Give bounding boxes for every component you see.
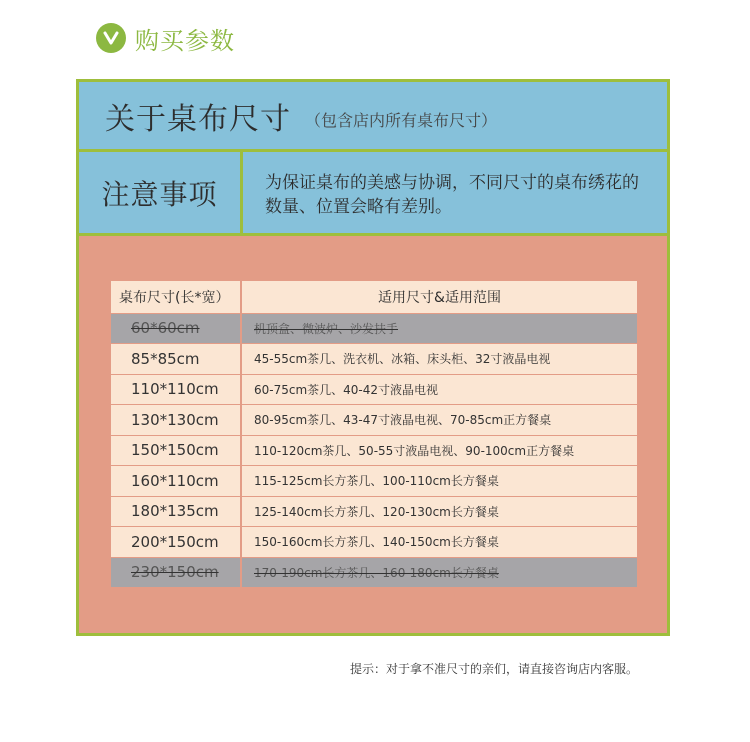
size-cell: 180*135cm [111, 496, 241, 527]
section-title: 购买参数 [135, 26, 235, 55]
tip-text: 提示：对于拿不准尺寸的亲们，请直接咨询店内客服。 [350, 662, 639, 676]
table-row [111, 344, 637, 375]
table-row [111, 557, 637, 588]
size-cell: 160*110cm [111, 466, 241, 497]
usage-cell: 110-120cm茶几、50-55寸液晶电视、90-100cm正方餐桌 [241, 435, 637, 466]
column-header-usage: 适用尺寸&适用范围 [241, 281, 637, 313]
usage-cell: 80-95cm茶几、43-47寸液晶电视、70-85cm正方餐桌 [241, 405, 637, 436]
about-title: 关于桌布尺寸 [105, 101, 291, 137]
size-cell: 85*85cm [111, 344, 241, 375]
about-row [79, 82, 667, 152]
checkmark-v-icon [96, 23, 126, 53]
usage-cell: 60-75cm茶几、40-42寸液晶电视 [241, 374, 637, 405]
usage-cell: 125-140cm长方茶几、120-130cm长方餐桌 [241, 496, 637, 527]
size-table [111, 281, 637, 588]
usage-cell: 150-160cm长方茶几、140-150cm长方餐桌 [241, 527, 637, 558]
about-subtitle: （包含店内所有桌布尺寸） [305, 111, 498, 130]
notice-row [79, 152, 667, 236]
size-cell: 230*150cm [111, 557, 241, 588]
usage-cell: 170-190cm长方茶几、160-180cm长方餐桌 [241, 557, 637, 588]
table-row [111, 313, 637, 344]
size-cell: 200*150cm [111, 527, 241, 558]
table-row [111, 496, 637, 527]
notice-text: 为保证桌布的美感与协调，不同尺寸的桌布绣花的数量、位置会略有差别。 [265, 173, 639, 217]
usage-cell: 115-125cm长方茶几、100-110cm长方餐桌 [241, 466, 637, 497]
table-row [111, 466, 637, 497]
size-cell: 60*60cm [111, 313, 241, 344]
usage-cell: 机顶盒、微波炉、沙发扶手 [241, 313, 637, 344]
table-row [111, 527, 637, 558]
table-header-row [111, 281, 637, 313]
table-row [111, 374, 637, 405]
size-cell: 150*150cm [111, 435, 241, 466]
size-cell: 130*130cm [111, 405, 241, 436]
notice-label: 注意事项 [79, 152, 243, 233]
size-cell: 110*110cm [111, 374, 241, 405]
table-row [111, 405, 637, 436]
size-info-panel [76, 79, 670, 636]
table-row [111, 435, 637, 466]
usage-cell: 45-55cm茶几、洗衣机、冰箱、床头柜、32寸液晶电视 [241, 344, 637, 375]
column-header-size: 桌布尺寸(长*宽） [111, 281, 241, 313]
section-heading [96, 22, 235, 54]
